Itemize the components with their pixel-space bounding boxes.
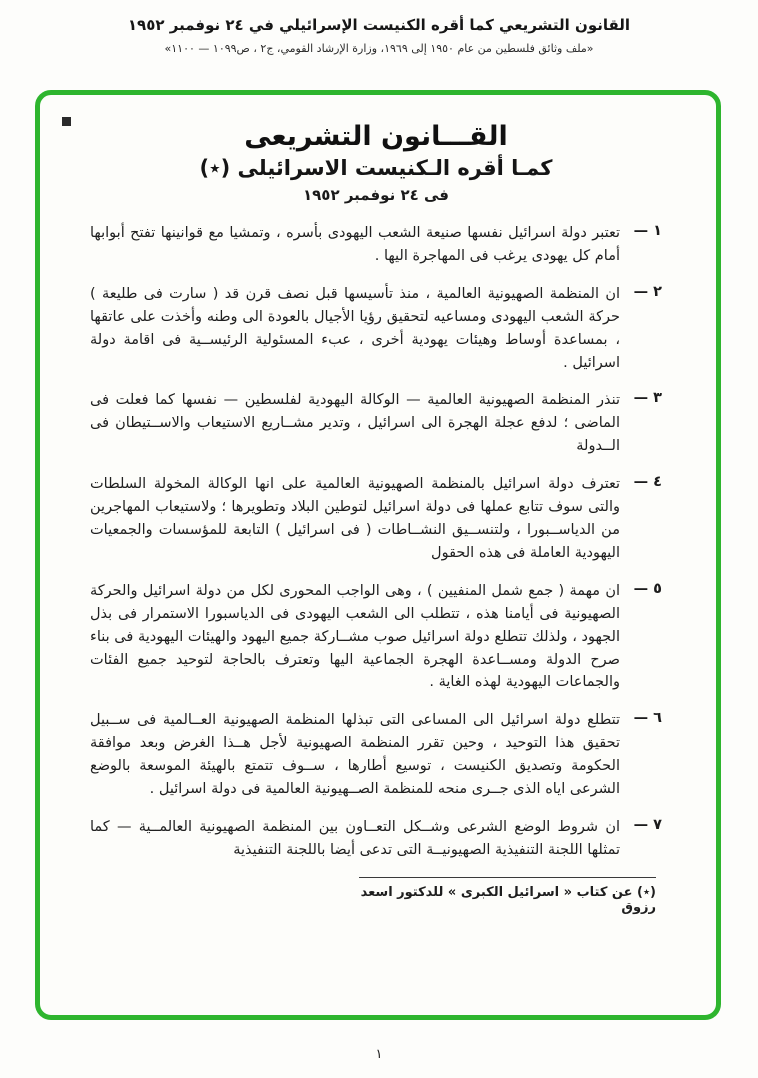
paragraph-list bbox=[90, 222, 662, 862]
paragraph-text: تتطلع دولة اسرائيل الى المساعى التى تبذلها المنظمة الصهيونية العــالمية فى ســبيل تحقيق هذا التوحيد ، وحين تقرر المنظمة الصهيونية لأجل هــذا الغرض وبعد موافقة الحكومة وتصديق الكنيست ، توسيع أطارها ، ســوف تتمتع بالهيئة الموسعة بالوضع الشرعى اياه الذى جــرى منحه للمنظمة الصــهيونية العالمية فى دولة اسرائيل . bbox=[90, 712, 620, 798]
paragraph-number: ٢ — bbox=[633, 283, 662, 300]
page-header bbox=[0, 16, 758, 55]
document-title-line1: القـــانون التشريعى bbox=[244, 121, 508, 152]
paragraph-text: ان مهمة ( جمع شمل المنفيين ) ، وهى الواجب المحورى لكل من دولة اسرائيل والحركة الصهيونية فى أيامنا هذه ، تتطلب الى الشعب اليهودى فى الدياسبورا الاستمرار فى بذل الجهود ، ولذلك تتطلع دولة اسرائيل صوب مشــاركة جميع اليهود والهيئات اليهودية فى بناء صرح الدولة ومســاعدة الهجرة الجماعية اليها وتعترف بالحاجة لتوحيد جميع الفئات والجماعات اليهودية لهذه الغاية . bbox=[90, 582, 620, 691]
paragraph-text: تعتبر دولة اسرائيل نفسها صنيعة الشعب اليهودى بأسره ، وتمشيا مع قوانينها تفتح أبوابها أمام كل يهودى يرغب فى المهاجرة اليها . bbox=[90, 225, 620, 264]
paragraph-1 bbox=[90, 222, 662, 268]
paragraph-number: ٣ — bbox=[633, 390, 662, 407]
paragraph-number: ٥ — bbox=[633, 580, 662, 597]
paragraph-text: ان شروط الوضع الشرعى وشــكل التعــاون بين المنظمة الصهيونية العالمــية — كما تمثلها اللجنة التنفيذية الصهيونيــة التى تدعى أيضا باللجنة التنفيذية bbox=[90, 818, 620, 858]
header-title: القانون التشريعي كما أقره الكنيست الإسرائيلي في ٢٤ نوفمبر ١٩٥٢ bbox=[127, 16, 631, 34]
page-number: ١ bbox=[375, 1047, 383, 1062]
paragraph-text: تنذر المنظمة الصهيونية العالمية — الوكالة اليهودية لفلسطين — نفسها كما فعلت فى الماضى ؛ لدفع عجلة الهجرة الى اسرائيل ، وتدير مشــاريع الاستيعاب والاســتيطان فى الــدولة bbox=[90, 392, 620, 455]
paragraph-6 bbox=[90, 709, 662, 801]
paragraph-text: تعترف دولة اسرائيل بالمنظمة الصهيونية العالمية على انها الوكالة المخولة السلطات والتى سوف تتابع عملها فى دولة اسرائيل لتوطين البلاد وتطويرها ؛ ولاستيعاب المهاجرين من الدياســبورا ، ولتنســيق النشــاطات ( فى اسرائيل ) التابعة للمؤسسات والجمعيات اليهودية العاملة فى هذه الحقول bbox=[90, 476, 620, 561]
ink-mark-artifact bbox=[62, 117, 71, 126]
document-body bbox=[40, 95, 716, 1015]
paragraph-4 bbox=[90, 473, 662, 565]
paragraph-number: ٦ — bbox=[633, 710, 662, 727]
paragraph-text: ان المنظمة الصهيونية العالمية ، منذ تأسيسها قبل نصف قرن قد ( سارت فى طليعة ) حركة الشعب اليهودى ومساعيه لتحقيق رؤيا الأجيال بالعودة الى وطنه وأخذت على عاتقها ، بمساعدة أوساط وهيئات يهودية أخرى ، عبء المسئولية الرئيســية فى اقامة دولة اسرائيل . bbox=[90, 285, 620, 371]
paragraph-2 bbox=[90, 283, 662, 375]
paragraph-number: ٤ — bbox=[633, 474, 662, 491]
green-border-frame bbox=[35, 90, 721, 1020]
footnote: (٭) عن كتاب « اسرائيل الكبرى » للدكتور اسعد رزوق bbox=[359, 877, 656, 915]
header-source-citation: «ملف وثائق فلسطين من عام ١٩٥٠ إلى ١٩٦٩، وزارة الإرشاد القومي، ج٢ ، ص١٠٩٩ — ١١٠٠» bbox=[164, 42, 594, 55]
document-date-line: فى ٢٤ نوفمبر ١٩٥٢ bbox=[303, 186, 449, 204]
paragraph-number: ١ — bbox=[633, 223, 662, 239]
paragraph-3 bbox=[90, 389, 662, 458]
paragraph-5 bbox=[90, 580, 662, 695]
paragraph-number: ٧ — bbox=[633, 816, 662, 833]
paragraph-7 bbox=[90, 816, 662, 862]
document-title-line2: كمـا أقره الـكنيست الاسرائيلى (٭) bbox=[199, 156, 553, 180]
